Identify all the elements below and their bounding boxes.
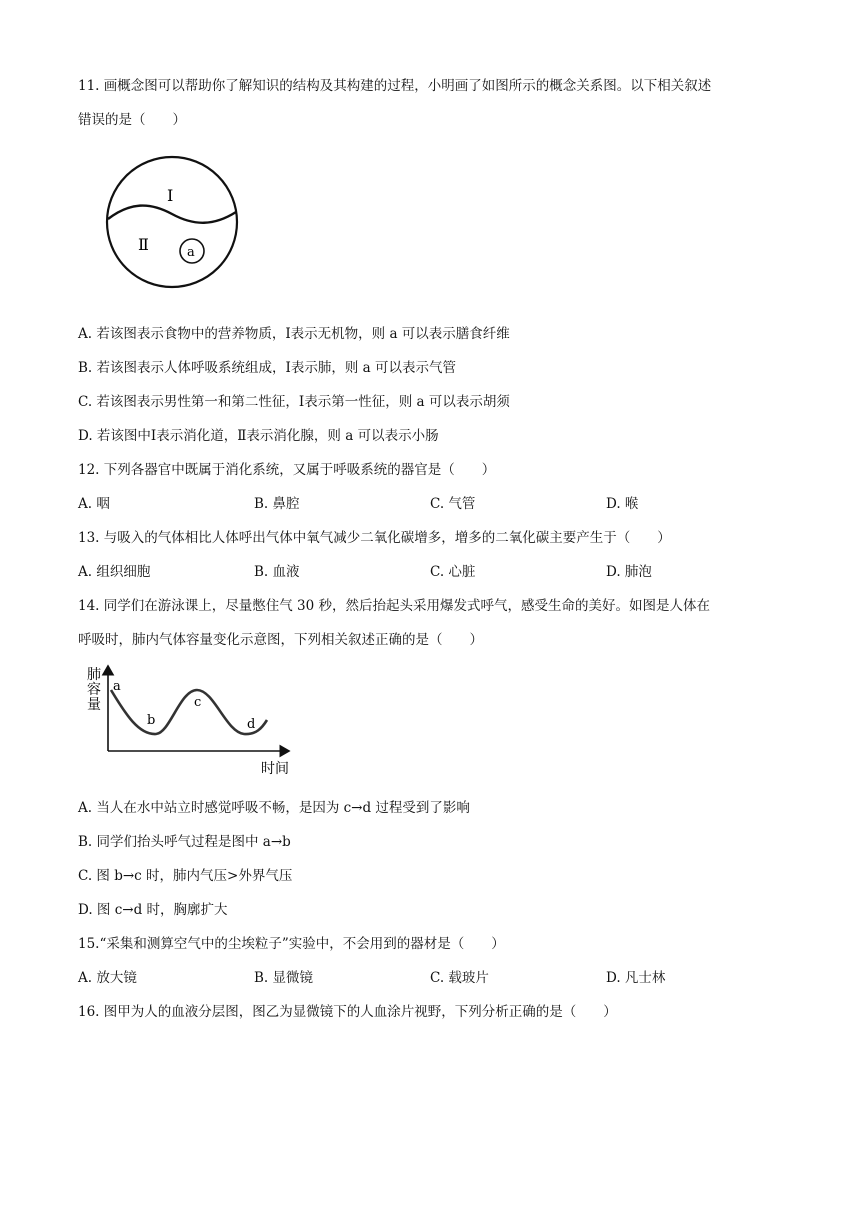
q14-point-d: d bbox=[247, 717, 256, 732]
q15-option-d: D. 凡士林 bbox=[606, 970, 666, 986]
q13-option-d: D. 肺泡 bbox=[606, 564, 652, 580]
q14-option-c: C. 图 b→c 时，肺内气压>外界气压 bbox=[78, 868, 293, 884]
q13-option-a: A. 组织细胞 bbox=[78, 564, 151, 580]
q14-ylabel-3: 量 bbox=[87, 697, 101, 713]
q12-option-d: D. 喉 bbox=[606, 496, 639, 512]
q12-option-b: B. 鼻腔 bbox=[254, 496, 300, 512]
q11-outer-circle bbox=[107, 157, 237, 287]
q11-option-d: D. 若该图中Ⅰ表示消化道，Ⅱ表示消化腺，则 a 可以表示小肠 bbox=[78, 428, 439, 444]
q16-stem: 16. 图甲为人的血液分层图，图乙为显微镜下的人血涂片视野，下列分析正确的是（ ） bbox=[78, 1004, 617, 1020]
q14-point-b: b bbox=[147, 713, 156, 728]
q11-stem-line2: 错误的是（ ） bbox=[78, 112, 186, 128]
q15-option-c: C. 载玻片 bbox=[430, 970, 489, 986]
q12-option-c: C. 气管 bbox=[430, 496, 476, 512]
q15-option-a: A. 放大镜 bbox=[78, 970, 137, 986]
q14-lung-volume-figure bbox=[84, 660, 304, 778]
q13-option-b: B. 血液 bbox=[254, 564, 300, 580]
q12-stem: 12. 下列各器官中既属于消化系统，又属于呼吸系统的器官是（ ） bbox=[78, 462, 496, 478]
q14-volume-curve bbox=[111, 690, 267, 734]
q11-option-b: B. 若该图表示人体呼吸系统组成，Ⅰ表示肺，则 a 可以表示气管 bbox=[78, 360, 456, 376]
q12-option-a: A. 咽 bbox=[78, 496, 110, 512]
q11-wave-divider bbox=[108, 206, 236, 223]
q11-label-a: a bbox=[187, 245, 195, 260]
q11-label-2: Ⅱ bbox=[138, 235, 149, 254]
q11-stem-line1: 11. 画概念图可以帮助你了解知识的结构及其构建的过程，小明画了如图所示的概念关系图。以下相关叙述 bbox=[78, 78, 712, 94]
q14-ylabel-2: 容 bbox=[87, 682, 101, 698]
q14-point-c: c bbox=[194, 695, 202, 710]
q14-ylabel-1: 肺 bbox=[87, 667, 101, 683]
q11-label-1: Ⅰ bbox=[167, 186, 174, 205]
q14-stem-line2: 呼吸时，肺内气体容量变化示意图，下列相关叙述正确的是（ ） bbox=[78, 632, 483, 648]
q14-option-b: B. 同学们抬头呼气过程是图中 a→b bbox=[78, 834, 291, 850]
q13-stem: 13. 与吸入的气体相比人体呼出气体中氧气减少二氧化碳增多，增多的二氧化碳主要产生于（ ） bbox=[78, 530, 671, 546]
q14-stem-line1: 14. 同学们在游泳课上，尽量憋住气 30 秒，然后抬起头采用爆发式呼气，感受生命的美好。如图是人体在 bbox=[78, 598, 711, 614]
q13-option-c: C. 心脏 bbox=[430, 564, 476, 580]
q11-concept-figure bbox=[100, 150, 245, 295]
q14-option-a: A. 当人在水中站立时感觉呼吸不畅，是因为 c→d 过程受到了影响 bbox=[78, 800, 470, 816]
q14-option-d: D. 图 c→d 时，胸廓扩大 bbox=[78, 902, 228, 918]
q14-xlabel: 时间 bbox=[261, 761, 289, 777]
q11-option-a: A. 若该图表示食物中的营养物质，Ⅰ表示无机物，则 a 可以表示膳食纤维 bbox=[78, 326, 510, 342]
q15-stem: 15.“采集和测算空气中的尘埃粒子”实验中，不会用到的器材是（ ） bbox=[78, 936, 505, 952]
q15-option-b: B. 显微镜 bbox=[254, 970, 314, 986]
q11-option-c: C. 若该图表示男性第一和第二性征，Ⅰ表示第一性征，则 a 可以表示胡须 bbox=[78, 394, 510, 410]
q14-point-a: a bbox=[113, 679, 121, 694]
